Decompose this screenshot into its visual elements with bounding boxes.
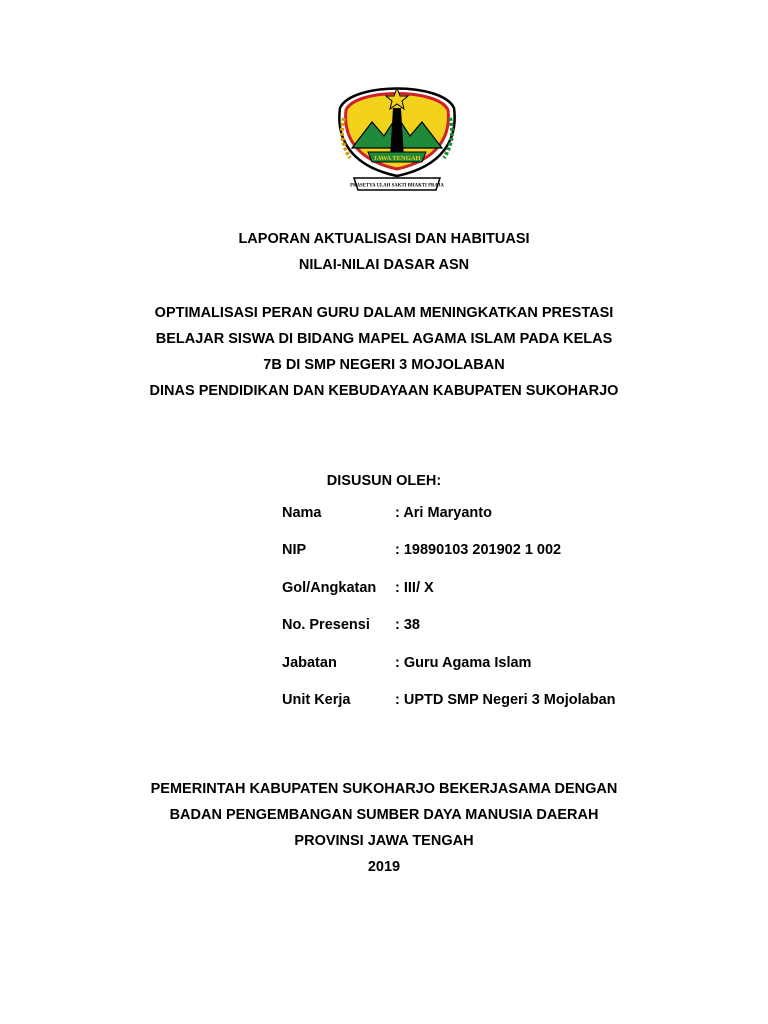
publisher-footer: [0, 776, 768, 880]
report-subject: [0, 300, 768, 404]
footer-line-3: PROVINSI JAWA TENGAH: [294, 833, 474, 849]
detail-value: : Ari Maryanto: [395, 505, 492, 521]
detail-label: No. Presensi: [282, 617, 370, 634]
detail-row-position: [282, 653, 616, 690]
detail-row-nip: [282, 540, 616, 577]
detail-row-name: [282, 503, 616, 540]
footer-year: 2019: [367, 859, 401, 875]
detail-row-work-unit: [282, 690, 616, 727]
detail-value: : III/ X: [395, 579, 434, 596]
report-subject-line-4: DINAS PENDIDIKAN DAN KEBUDAYAAN KABUPATEN SUKOHARJO: [149, 383, 619, 399]
detail-label: Gol/Angkatan: [282, 579, 377, 596]
report-title: [0, 226, 768, 278]
detail-value: : UPTD SMP Negeri 3 Mojolaban: [395, 691, 616, 708]
jawa-tengah-emblem: [332, 78, 462, 198]
detail-value: : 19890103 201902 1 002: [395, 542, 562, 559]
report-title-line-2: NILAI-NILAI DASAR ASN: [298, 257, 470, 273]
report-subject-line-1: OPTIMALISASI PERAN GURU DALAM MENINGKATKAN PRESTASI: [154, 305, 614, 321]
detail-row-attendance-number: [282, 615, 616, 652]
author-heading-text: DISUSUN OLEH:: [326, 473, 442, 489]
detail-row-rank: [282, 578, 616, 615]
detail-value: : 38: [395, 617, 420, 634]
author-details: [282, 503, 616, 727]
detail-label: Jabatan: [282, 654, 337, 671]
footer-line-1: PEMERINTAH KABUPATEN SUKOHARJO BEKERJASAMA DENGAN: [150, 781, 618, 797]
report-subject-line-3: 7B DI SMP NEGERI 3 MOJOLABAN: [263, 357, 505, 373]
detail-label: NIP: [282, 542, 307, 559]
report-title-line-1: LAPORAN AKTUALISASI DAN HABITUASI: [238, 231, 530, 247]
detail-label: Unit Kerja: [282, 691, 351, 708]
author-heading: [0, 468, 768, 494]
emblem-graphic: [332, 78, 462, 198]
emblem-banner-text: JAWA TENGAH: [373, 155, 421, 162]
footer-line-2: BADAN PENGEMBANGAN SUMBER DAYA MANUSIA DAERAH: [169, 807, 599, 823]
emblem-motto-text: PRASETYA ULAH SAKTI BHAKTI PRAJA: [350, 183, 444, 189]
detail-label: Nama: [282, 505, 322, 521]
report-subject-line-2: BELAJAR SISWA DI BIDANG MAPEL AGAMA ISLAM PADA KELAS: [155, 331, 613, 347]
detail-value: : Guru Agama Islam: [395, 654, 532, 671]
